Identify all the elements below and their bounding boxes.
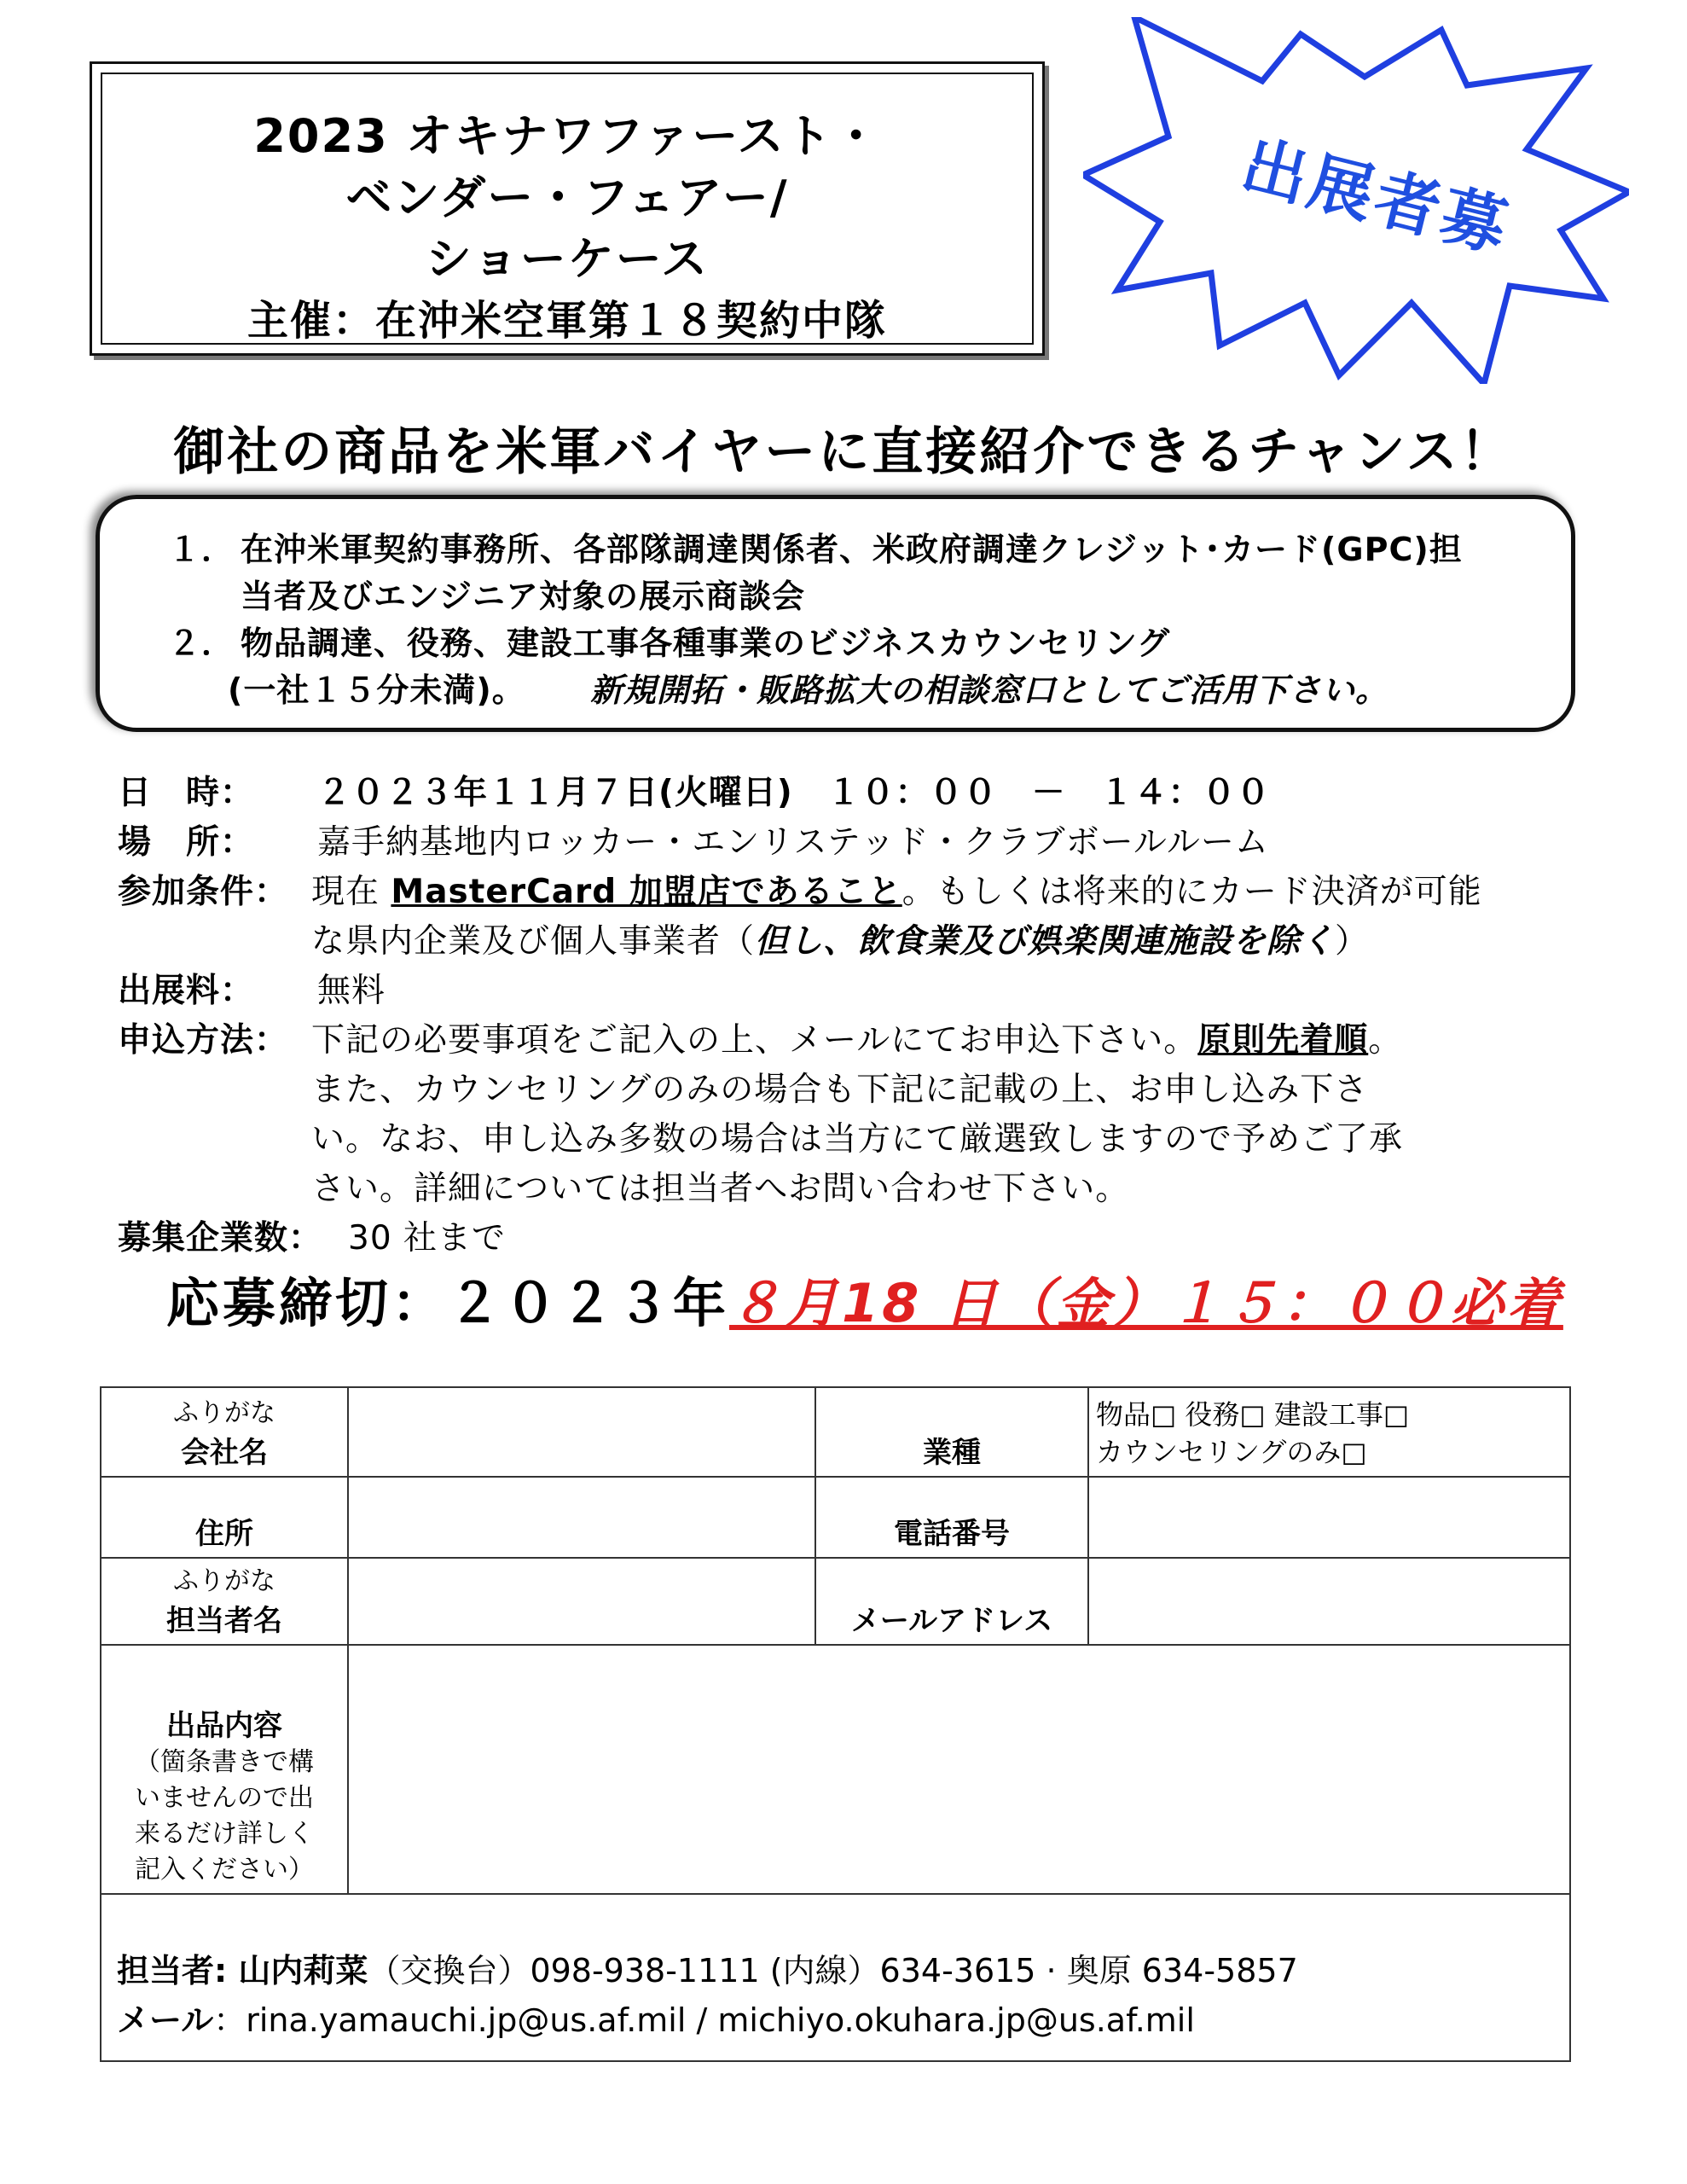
condition-exclusion: 但し、飲食業及び娯楽関連施設を除く: [755, 922, 1336, 961]
deadline-date: ８月18 日（金）１５：００必着: [729, 1272, 1563, 1334]
info-item2-line2b: 新規開拓・販路拡大の相談窓口としてご活用下さい。: [590, 671, 1389, 709]
company-furigana: ふりがな: [173, 1398, 275, 1428]
contact-person-line: [117, 1946, 1554, 1995]
exhibit-note-4: 記入ください）: [135, 1855, 314, 1885]
contact-person-label: 担当者: 山内莉菜: [117, 1952, 368, 1989]
place-label: 場 所：: [118, 823, 255, 862]
info-item2-number: ２．: [168, 624, 235, 662]
info-item2-line1: 物品調達、役務、建設工事各種事業のビジネスカウンセリング: [241, 624, 1171, 662]
condition-line1: [311, 865, 1482, 913]
person-label-cell: [101, 1558, 348, 1645]
apply-line4: さい。詳細については担当者へお問い合わせ下さい。: [311, 1170, 1130, 1208]
apply-label: 申込方法：: [118, 1021, 289, 1060]
company-input-cell[interactable]: [348, 1387, 815, 1477]
address-label: 住所: [101, 1477, 348, 1558]
date-label: 日 時：: [118, 774, 255, 812]
phone-input-cell[interactable]: [1088, 1477, 1570, 1558]
condition-line2c: ）: [1335, 922, 1370, 961]
phone-label: 電話番号: [815, 1477, 1088, 1558]
condition-mastercard: MasterCard 加盟店であること: [391, 873, 902, 911]
info-item1-number: １．: [168, 531, 235, 568]
organizer: 主催：在沖米空軍第１８契約中隊: [246, 297, 887, 345]
contact-mail-label: メール: [117, 2001, 214, 2039]
industry-options-line2[interactable]: カウンセリングのみ□: [1096, 1436, 1367, 1468]
contact-person-value: （交換台）098-938-1111 (内線）634-3615 · 奥原 634-5857: [368, 1952, 1298, 1989]
condition-label: 参加条件：: [118, 873, 289, 911]
title-line-1: 2023 オキナワファースト・: [253, 109, 881, 163]
exhibit-label-cell: [101, 1645, 348, 1894]
contact-mail-line: [117, 1995, 1554, 2045]
info-box: [96, 495, 1575, 732]
industry-options-line1[interactable]: 物品□ 役務□ 建設工事□: [1096, 1398, 1410, 1431]
deadline-prefix: 応募締切：２０２３年: [166, 1272, 730, 1334]
deadline: [166, 1261, 1563, 1337]
industry-options-cell[interactable]: [1088, 1387, 1570, 1477]
info-item2-line2b-wrap: [590, 664, 1388, 711]
apply-c: 。: [1368, 1021, 1403, 1060]
industry-label: 業種: [815, 1387, 1088, 1477]
info-item1-line1: 在沖米軍契約事務所、各部隊調達関係者、米政府調達クレジット･カード(GPC)担: [241, 531, 1463, 568]
contact-mail-value[interactable]: ：rina.yamauchi.jp@us.af.mil / michiyo.okuhara.jp@us.af.mil: [213, 2001, 1195, 2039]
exhibit-note-1: （箇条書きで構: [135, 1747, 314, 1777]
application-form: [100, 1386, 1569, 2060]
person-furigana: ふりがな: [173, 1566, 275, 1596]
address-input-cell[interactable]: [348, 1477, 815, 1558]
contact-cell: [101, 1894, 1570, 2061]
apply-line1: [311, 1014, 1402, 1061]
condition-line2a: な県内企業及び個人事業者（: [311, 922, 756, 961]
title-inner-frame: [101, 73, 1034, 345]
exhibit-note-2: いませんので出: [135, 1783, 314, 1813]
fee-value: 無料: [317, 972, 386, 1010]
exhibit-label: 出品内容: [166, 1709, 282, 1743]
count-label: 募集企業数：: [118, 1219, 323, 1258]
condition-a: 現在: [311, 873, 380, 911]
apply-line2: また、カウンセリングのみの場合も下記に記載の上、お申し込み下さ: [311, 1071, 1369, 1109]
email-label: メールアドレス: [815, 1558, 1088, 1645]
exhibit-note-3: 来るだけ詳しく: [135, 1819, 314, 1849]
headline: 御社の商品を米軍バイヤーに直接紹介できるチャンス！: [173, 422, 1514, 482]
title-line-2: ベンダー・フェアー/: [345, 171, 789, 224]
info-item2-line2a: (一社１５分未満)。: [228, 671, 525, 709]
count-value: 30 社まで: [348, 1219, 507, 1258]
person-label: 担当者名: [166, 1604, 282, 1638]
condition-c: 。もしくは将来的にカード決済が可能: [901, 873, 1482, 911]
fee-label: 出展料：: [118, 972, 255, 1010]
company-label: 会社名: [181, 1436, 268, 1470]
apply-line3: い。なお、申し込み多数の場合は当方にて厳選致しますので予めご了承: [311, 1120, 1404, 1159]
recruit-badge-text: 出展者募: [1234, 126, 1518, 267]
date-value: ２０２３年１１月７日(火曜日) １０：００ － １４：００: [317, 774, 1271, 812]
email-input-cell[interactable]: [1088, 1558, 1570, 1645]
place-value: 嘉手納基地内ロッカー・エンリステッド・クラブボールルーム: [317, 823, 1269, 862]
person-input-cell[interactable]: [348, 1558, 815, 1645]
info-item1-line2: 当者及びエンジニア対象の展示商談会: [241, 578, 806, 615]
exhibit-input-cell[interactable]: [348, 1645, 1570, 1894]
title-line-3: ショーケース: [425, 232, 710, 286]
apply-a: 下記の必要事項をご記入の上、メールにてお申込下さい。: [311, 1021, 1198, 1060]
apply-first-come: 原則先着順: [1197, 1021, 1369, 1060]
title-box: [90, 61, 1045, 356]
condition-line2: [311, 915, 1369, 962]
company-label-cell: [101, 1387, 348, 1477]
